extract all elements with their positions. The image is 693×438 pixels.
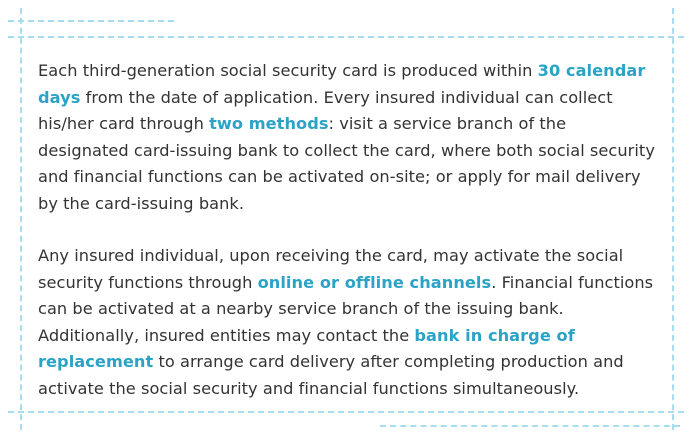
paragraph-card-activation [38,243,656,402]
frame-right-dash [672,8,674,430]
paragraph-text: Any insured individual, upon receiving the card, may activate the social security functions through [38,246,624,292]
frame-top-left-dash [8,20,174,22]
highlight-production-time: 30 calendar days [38,61,646,107]
paragraph-text: to arrange card delivery after completing production and activate the social security and financial functions simultaneously. [38,352,624,398]
frame-left-dash [20,8,22,430]
paragraph-text: from the date of application. Every insured individual can collect his/her card through [38,87,613,133]
paragraph-text: . Financial functions can be activated at a nearby service branch of the issuing bank. Additionally, insured entities may contact the [38,272,654,345]
highlight-replacement-bank: bank in charge of replacement [38,325,575,371]
paragraph-card-collection [38,58,656,217]
document-body [38,58,656,428]
highlight-methods: two methods [209,114,329,133]
frame-top-dash [8,36,684,38]
paragraph-text: : visit a service branch of the designated card-issuing bank to collect the card, where both social security and financial functions can be activated on-site; or apply for mail delivery by the card-issuing bank. [38,114,655,213]
highlight-channels: online or offline channels [257,272,492,292]
paragraph-text: Each third-generation social security card is produced within [38,61,538,80]
